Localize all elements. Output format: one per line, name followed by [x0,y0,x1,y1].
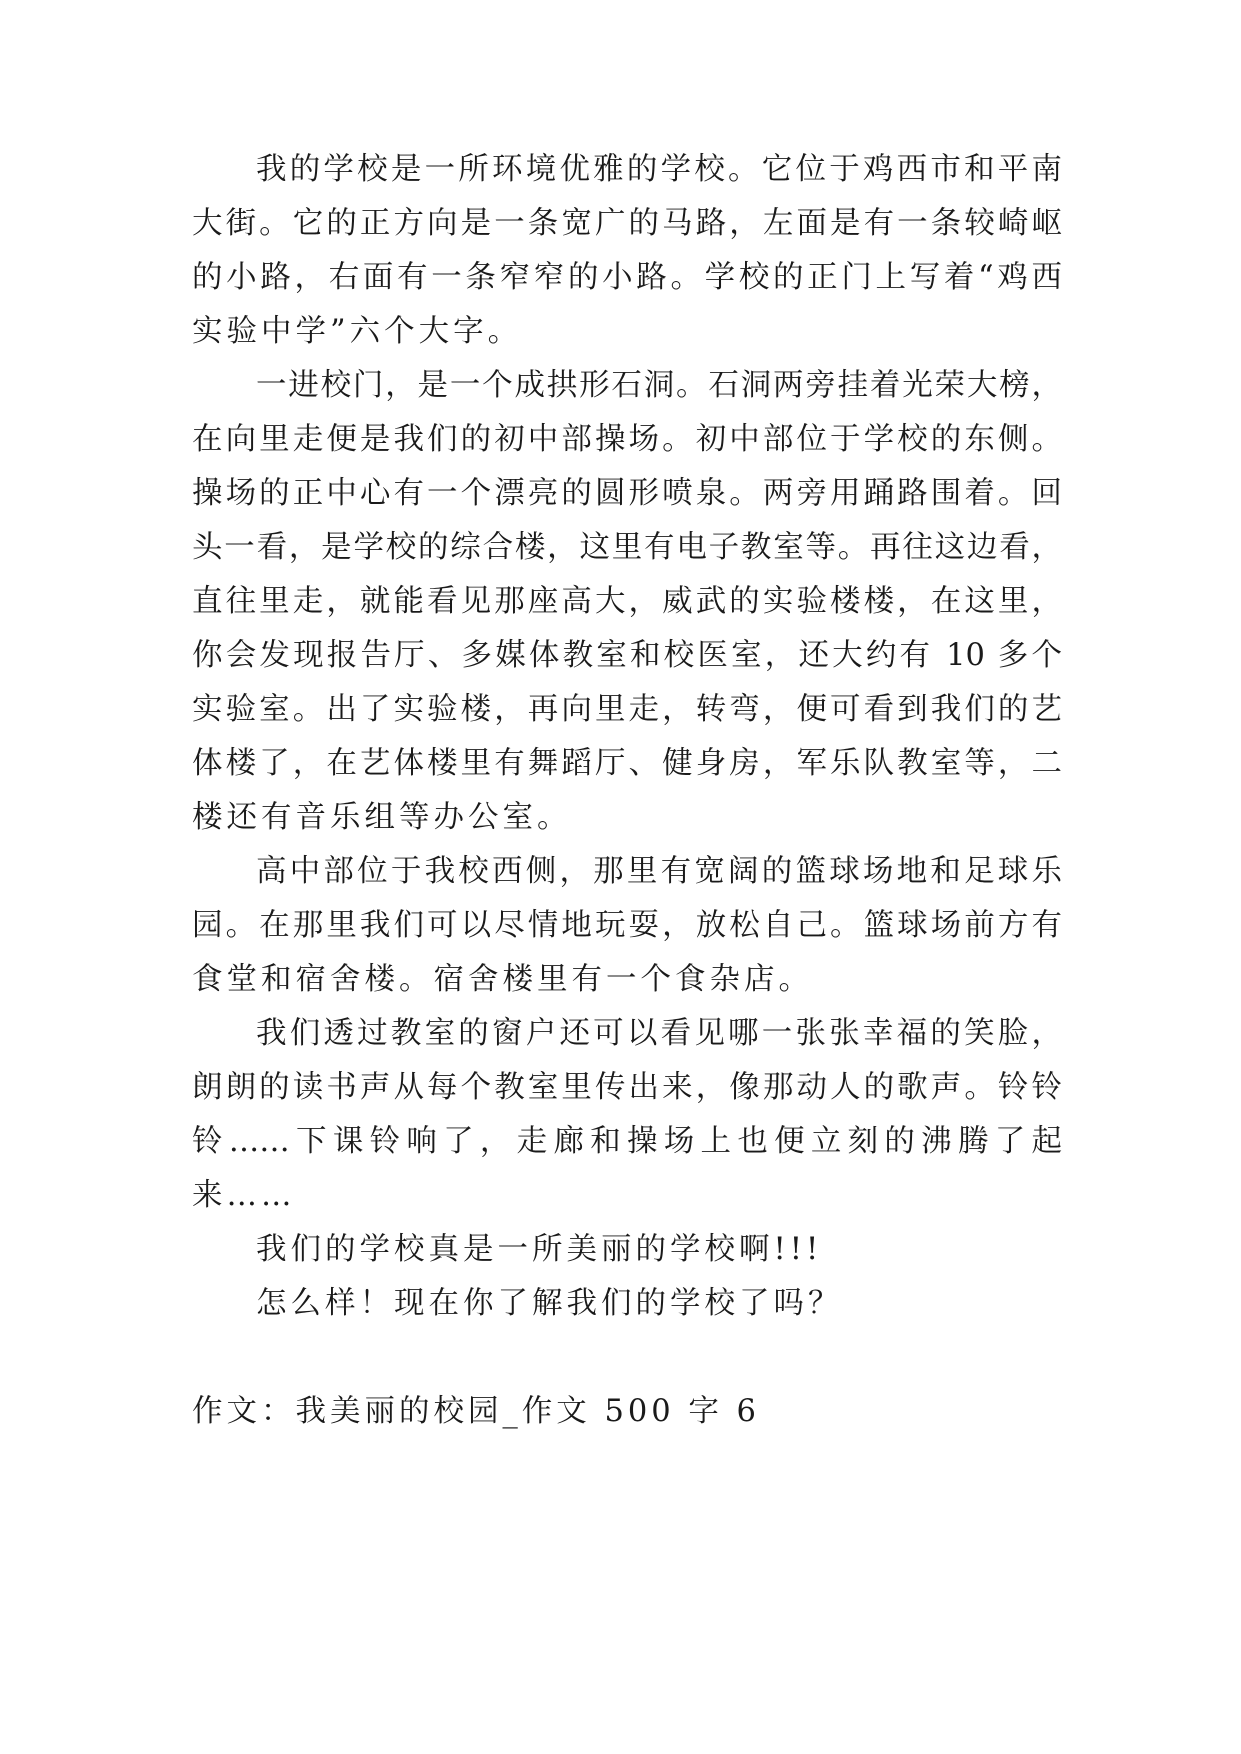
paragraph-line: 一进校门，是一个成拱形石洞。石洞两旁挂着光荣大榜， [256,368,1062,403]
paragraph-line: 直往里走，就能看见那座高大，威武的实验楼楼，在这里， [192,584,1062,619]
paragraph-line: 实验中学”六个大字。 [192,314,523,349]
paragraph-line: 实验室。出了实验楼，再向里走，转弯，便可看到我们的艺 [192,692,1062,727]
paragraph-line: 大街。它的正方向是一条宽广的马路，左面是有一条较崎岖 [192,206,1062,241]
paragraph-line: 我们的学校真是一所美丽的学校啊!!! [256,1232,823,1267]
paragraph-line: 怎么样！现在你了解我们的学校了吗？ [256,1286,843,1321]
paragraph-line: 体楼了，在艺体楼里有舞蹈厅、健身房，军乐队教室等，二 [192,746,1062,781]
paragraph-line: 操场的正中心有一个漂亮的圆形喷泉。两旁用踊路围着。回 [192,476,1062,511]
paragraph-line: 楼还有音乐组等办公室。 [192,800,572,835]
paragraph-line: 我的学校是一所环境优雅的学校。它位于鸡西市和平南 [256,152,1062,187]
paragraph-line: 在向里走便是我们的初中部操场。初中部位于学校的东侧。 [192,422,1062,457]
paragraph-line: 你会发现报告厅、多媒体教室和校医室，还大约有 10 多个 [192,638,1062,673]
paragraph-line: 园。在那里我们可以尽情地玩耍，放松自己。篮球场前方有 [192,908,1062,943]
paragraph-line: 铃……下课铃响了，走廊和操场上也便立刻的沸腾了起 [192,1124,1062,1159]
paragraph-line: 食堂和宿舍楼。宿舍楼里有一个食杂店。 [192,962,813,997]
paragraph-line: 头一看，是学校的综合楼，这里有电子教室等。再往这边看， [192,530,1062,565]
paragraph-line: 来…… [192,1178,296,1213]
essay-title-footer: 作文：我美丽的校园_作文 500 字 6 [192,1394,760,1429]
paragraph-line: 高中部位于我校西侧，那里有宽阔的篮球场地和足球乐 [256,854,1062,889]
paragraph-line: 朗朗的读书声从每个教室里传出来，像那动人的歌声。铃铃 [192,1070,1062,1105]
paragraph-line: 的小路，右面有一条窄窄的小路。学校的正门上写着“鸡西 [192,260,1062,295]
paragraph-line: 我们透过教室的窗户还可以看见哪一张张幸福的笑脸， [256,1016,1062,1051]
